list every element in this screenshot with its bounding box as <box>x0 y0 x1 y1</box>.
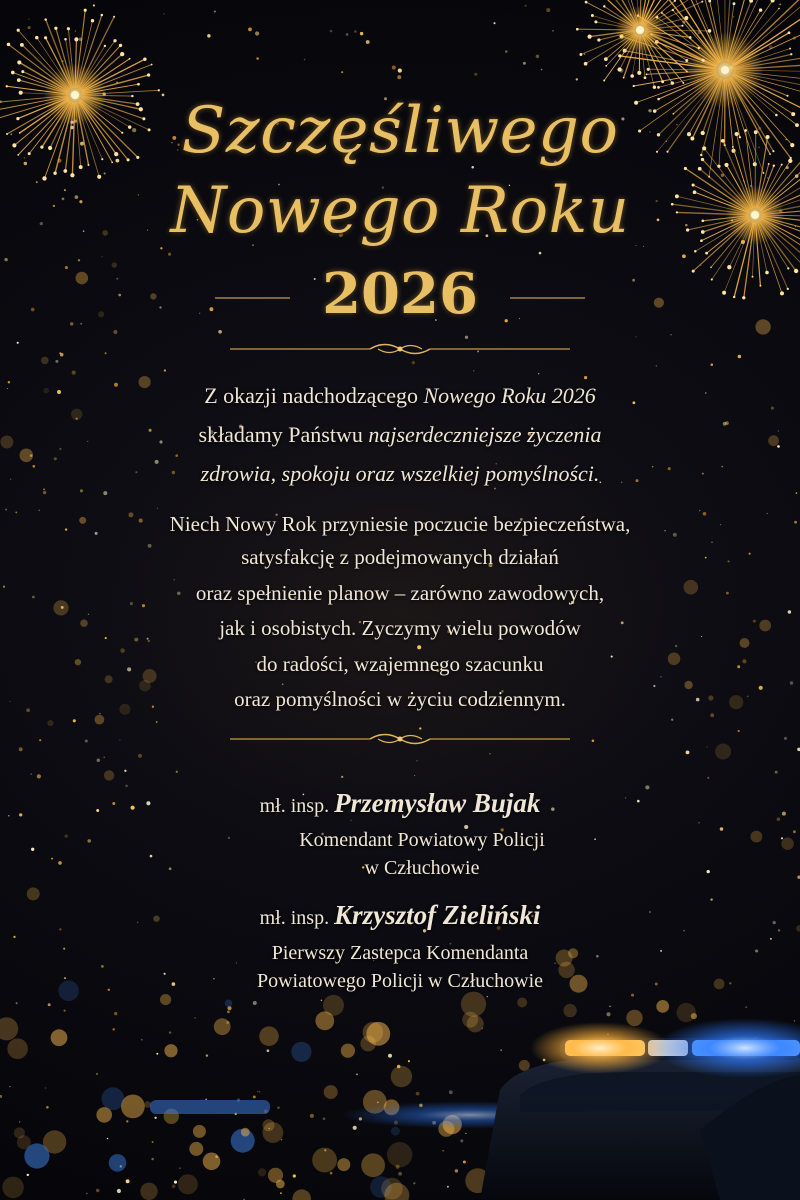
signatory-1-role: w Człuchowie <box>364 857 480 879</box>
sparkle-dot <box>46 1106 49 1109</box>
sparkle-dot <box>172 1184 176 1188</box>
sparkle-dot <box>156 721 158 723</box>
sparkle-dot <box>304 59 306 61</box>
sparkle-dot <box>253 1095 256 1098</box>
title-line-2: Nowego Roku <box>170 174 630 248</box>
bokeh-dot <box>214 1018 231 1035</box>
bokeh-dot <box>95 715 105 725</box>
wishes-line: satysfakcję z podejmowanych działań <box>241 545 559 569</box>
bokeh-dot <box>361 1153 385 1177</box>
sparkle-dot <box>64 1010 66 1012</box>
wishes-line: oraz pomyślności w życiu codziennym. <box>234 687 566 711</box>
sparkle-dot <box>93 4 95 6</box>
bokeh-dot <box>312 1148 337 1173</box>
sparkle-dot <box>582 31 583 32</box>
sparkle-dot <box>31 774 32 775</box>
bokeh-dot <box>677 1003 696 1022</box>
sparkle-dot <box>154 1117 156 1119</box>
sparkle-dot <box>28 19 29 20</box>
bokeh-dot <box>324 1085 338 1099</box>
signatory-2-role: Pierwszy Zastepca Komendanta <box>271 942 529 964</box>
sparkle-dot <box>156 1053 158 1055</box>
ornament-divider-icon <box>200 728 600 750</box>
sparkle-dot <box>310 1114 314 1118</box>
sparkle-dot <box>360 32 363 35</box>
title-year: 2026 <box>322 261 478 327</box>
sparkle-dot <box>19 747 23 751</box>
bokeh-dot <box>102 1087 125 1110</box>
sparkle-dot <box>206 1054 208 1056</box>
title-line-1: Szczęśliwego <box>181 94 619 168</box>
sparkle-dot <box>97 758 101 762</box>
sparkle-dot <box>293 1174 296 1177</box>
sparkle-dot <box>546 8 550 12</box>
bokeh-dot <box>41 357 49 365</box>
bokeh-dot <box>519 1060 530 1071</box>
sparkle-dot <box>796 492 797 493</box>
sparkle-dot <box>416 1092 420 1096</box>
bokeh-dot <box>563 1004 576 1017</box>
sparkle-dot <box>341 776 343 778</box>
bokeh-dot <box>193 1125 206 1138</box>
bokeh-dot <box>24 1143 49 1168</box>
sparkle-dot <box>538 373 539 374</box>
sparkle-dot <box>794 1020 795 1021</box>
sparkle-dot <box>96 1189 99 1192</box>
sparkle-dot <box>500 1049 502 1051</box>
bokeh-dot <box>109 1154 127 1172</box>
sparkle-dot <box>710 713 714 717</box>
sparkle-dot <box>86 1193 87 1194</box>
sparkle-dot <box>168 253 171 256</box>
sparkle-dot <box>738 355 742 359</box>
wishes-line: jak i osobistych. Zyczymy wielu powodów <box>219 616 581 640</box>
sparkle-dot <box>447 1186 449 1188</box>
sparkle-dot <box>584 376 587 379</box>
sparkle-dot <box>248 28 252 32</box>
sparkle-dot <box>330 30 333 33</box>
bokeh-dot <box>337 1158 350 1171</box>
sparkle-dot <box>103 757 105 759</box>
sparkle-dot <box>103 491 107 495</box>
sparkle-dot <box>473 370 474 371</box>
signatory-1-name: Przemysław Bujak <box>334 788 541 818</box>
greeting-line-2: składamy Państwu najserdeczniejsze życzenia <box>198 422 602 447</box>
bokeh-dot <box>164 1044 177 1057</box>
sparkle-dot <box>412 361 415 364</box>
bokeh-dot <box>341 1044 355 1058</box>
bokeh-dot <box>96 1107 112 1123</box>
sparkle-dot <box>460 1139 463 1142</box>
sparkle-dot <box>738 730 740 732</box>
sparkle-dot <box>356 1073 358 1075</box>
bokeh-dot <box>291 1042 311 1062</box>
bokeh-dot <box>517 998 527 1008</box>
sparkle-dot <box>267 1049 270 1052</box>
sparkle-dot <box>523 62 526 65</box>
bokeh-dot <box>315 1011 334 1030</box>
bokeh-dot <box>121 1095 145 1119</box>
wishes-line: oraz spełnienie planow – zarówno zawodowych, <box>195 581 605 605</box>
bokeh-dot <box>241 1128 250 1137</box>
sparkle-dot <box>73 719 76 722</box>
sparkle-dot <box>341 71 343 73</box>
sparkle-dot <box>489 753 490 754</box>
signatory-2-role: Powiatowego Policji w Człuchowie <box>256 970 544 992</box>
sparkle-dot <box>13 936 15 938</box>
sparkle-dot <box>19 1121 20 1122</box>
sparkle-dot <box>656 365 658 367</box>
bokeh-dot <box>7 1038 28 1059</box>
sparkle-dot <box>686 751 690 755</box>
sparkle-dot <box>398 1172 402 1176</box>
sparkle-dot <box>55 360 58 363</box>
sparkle-dot <box>207 34 210 37</box>
sparkle-dot <box>176 771 178 773</box>
sparkle-dot <box>353 1126 357 1130</box>
bokeh-dot <box>144 1101 151 1108</box>
sparkle-dot <box>552 30 554 32</box>
sparkle-dot <box>214 11 216 13</box>
sparkle-dot <box>463 1160 466 1163</box>
sparkle-dot <box>141 1039 143 1041</box>
sparkle-dot <box>346 33 349 36</box>
sparkle-dot <box>745 1006 747 1008</box>
sparkle-dot <box>43 491 47 495</box>
bokeh-dot <box>47 720 53 726</box>
sparkle-dot <box>631 994 634 997</box>
bokeh-dot <box>387 1142 412 1167</box>
sparkle-dot <box>96 1073 98 1075</box>
sparkle-dot <box>126 1179 130 1183</box>
wishes-line: Niech Nowy Rok przyniesie poczucie bezpieczeństwa, <box>169 512 631 536</box>
sparkle-dot <box>151 1158 154 1161</box>
bokeh-dot <box>258 1168 266 1176</box>
greeting-line-1: Z okazji nadchodzącego Nowego Roku 2026 <box>204 383 596 408</box>
bokeh-dot <box>140 1183 157 1200</box>
sparkle-dot <box>112 1028 115 1031</box>
sparkle-dot <box>256 57 259 60</box>
bokeh-dot <box>292 1189 311 1200</box>
sparkle-dot <box>397 75 401 79</box>
bokeh-dot <box>160 994 171 1005</box>
sparkle-dot <box>80 489 83 492</box>
sparkle-dot <box>779 3 781 5</box>
sparkle-dot <box>493 22 495 24</box>
bokeh-dot <box>263 1119 275 1131</box>
sparkle-dot <box>698 822 700 824</box>
sparkle-dot <box>138 754 142 758</box>
sparkle-dot <box>105 352 107 354</box>
sparkle-dot <box>505 50 508 53</box>
bokeh-dot <box>366 1022 390 1046</box>
bokeh-dot <box>626 1010 642 1026</box>
sparkle-dot <box>124 770 126 772</box>
sparkle-dot <box>414 775 415 776</box>
sparkle-dot <box>330 1172 333 1175</box>
sparkle-dot <box>398 69 402 73</box>
bokeh-dot <box>71 409 82 420</box>
bokeh-dot <box>14 1127 25 1138</box>
sparkle-dot <box>576 78 578 80</box>
sparkle-dot <box>416 760 417 761</box>
bokeh-dot <box>27 887 40 900</box>
sparkle-dot <box>259 1091 260 1092</box>
sparkle-dot <box>455 1169 458 1172</box>
bokeh-dot <box>715 744 731 760</box>
sparkle-dot <box>417 645 421 649</box>
sparkle-dot <box>85 739 88 742</box>
sparkle-dot <box>72 371 76 375</box>
sparkle-dot <box>0 1095 2 1098</box>
sparkle-dot <box>524 5 526 7</box>
sparkle-dot <box>28 26 31 29</box>
sparkle-dot <box>675 645 677 647</box>
sparkle-dot <box>671 719 673 721</box>
sparkle-dot <box>257 1091 259 1093</box>
sparkle-dot <box>366 40 370 44</box>
sparkle-dot <box>126 1120 128 1122</box>
sparkle-dot <box>539 252 542 255</box>
bokeh-dot <box>51 1029 68 1046</box>
sparkle-dot <box>784 737 787 740</box>
sparkle-dot <box>487 996 488 997</box>
sparkle-dot <box>117 1189 121 1193</box>
sparkle-dot <box>175 454 178 457</box>
sparkle-dot <box>609 1006 611 1008</box>
signatory-1-name-line: mł. insp. Przemysław Bujak <box>259 788 541 818</box>
sparkle-dot <box>465 1133 466 1134</box>
bokeh-dot <box>225 1000 233 1008</box>
sparkle-dot <box>707 777 709 779</box>
sparkle-dot <box>205 1099 206 1100</box>
bokeh-dot <box>391 1127 400 1136</box>
sparkle-dot <box>107 1138 109 1140</box>
sparkle-dot <box>733 16 734 17</box>
sparkle-dot <box>39 739 41 741</box>
sparkle-dot <box>119 739 120 740</box>
sparkle-dot <box>60 353 64 357</box>
sparkle-dot <box>277 1106 280 1109</box>
bokeh-dot <box>391 1066 412 1087</box>
sparkle-dot <box>164 369 166 371</box>
sparkle-dot <box>114 1012 117 1015</box>
bokeh-dot <box>2 1177 24 1199</box>
sparkle-dot <box>413 1182 415 1184</box>
sparkle-dot <box>48 1003 51 1006</box>
signatory-1-role: Komendant Powiatowy Policji <box>299 829 545 851</box>
sparkle-dot <box>388 1054 392 1058</box>
sparkle-dot <box>281 1139 282 1140</box>
sparkle-dot <box>17 342 19 344</box>
sparkle-dot <box>125 785 128 788</box>
sparkle-dot <box>75 30 76 31</box>
bokeh-dot <box>276 1180 285 1189</box>
signatory-2-name-line: mł. insp. Krzysztof Zieliński <box>259 900 541 930</box>
sparkle-dot <box>157 508 158 509</box>
sparkle-dot <box>449 1090 453 1094</box>
sparkle-dot <box>37 774 41 778</box>
sparkle-dot <box>775 771 778 774</box>
sparkle-dot <box>174 1181 177 1184</box>
sparkle-dot <box>45 1087 46 1088</box>
sparkle-dot <box>442 1150 444 1152</box>
sparkle-dot <box>707 746 708 747</box>
sparkle-dot <box>321 1000 323 1002</box>
sparkle-dot <box>354 30 357 33</box>
sparkle-dot <box>280 1192 282 1194</box>
sparkle-dot <box>227 1011 230 1014</box>
sparkle-dot <box>323 1117 326 1120</box>
bokeh-dot <box>104 770 114 780</box>
sparkle-dot <box>253 1001 257 1005</box>
sparkle-dot <box>16 1002 18 1004</box>
signatory-2-name: Krzysztof Zieliński <box>334 900 541 930</box>
sparkle-dot <box>408 1060 410 1062</box>
sparkle-dot <box>9 1086 10 1087</box>
bokeh-dot <box>656 1000 669 1013</box>
ornament-divider-icon <box>200 338 600 360</box>
greeting-line-3: zdrowia, spokoju oraz wszelkiej pomyślności. <box>200 461 600 486</box>
sparkle-dot <box>43 489 45 491</box>
sparkle-dot <box>163 13 164 14</box>
sparkle-dot <box>392 65 396 69</box>
sparkle-dot <box>179 1168 180 1169</box>
sparkle-dot <box>541 69 543 71</box>
bokeh-dot <box>461 992 486 1017</box>
bokeh-dot <box>0 1017 18 1040</box>
sparkle-dot <box>27 1174 29 1176</box>
bokeh-dot <box>259 1026 279 1046</box>
sparkle-dot <box>169 1031 171 1033</box>
sparkle-dot <box>195 1017 196 1018</box>
sparkle-dot <box>711 363 714 366</box>
sparkle-dot <box>536 55 539 58</box>
sparkle-dot <box>255 31 259 35</box>
wishes-line: do radości, wzajemnego szacunku <box>256 652 544 676</box>
bokeh-dot <box>178 1174 198 1194</box>
sparkle-dot <box>152 1141 154 1143</box>
sparkle-dot <box>99 713 100 714</box>
bokeh-dot <box>203 1153 221 1171</box>
sparkle-dot <box>606 1012 610 1016</box>
bokeh-dot <box>189 1142 203 1156</box>
sparkle-dot <box>474 73 477 76</box>
